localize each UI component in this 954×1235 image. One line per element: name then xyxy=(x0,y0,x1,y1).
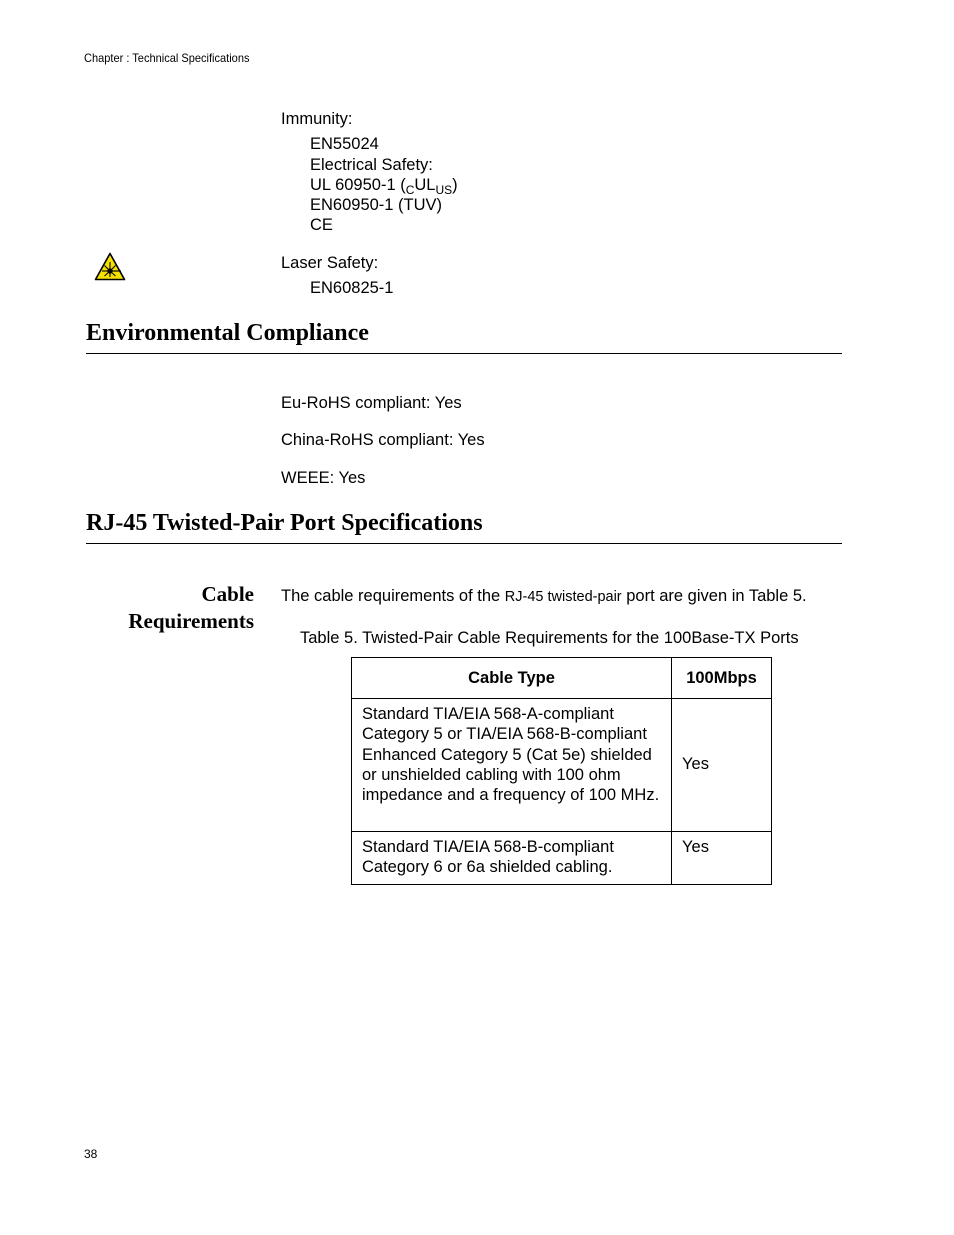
column-header-cable-type: Cable Type xyxy=(352,658,672,699)
cable-requirements-table xyxy=(351,657,772,885)
side-heading-cable: Cable xyxy=(201,582,254,606)
ul-standard: UL 60950-1 $(_CUL_{US})$ xyxy=(310,176,458,197)
en60950-standard: EN60950-1 (TUV) xyxy=(310,196,443,214)
table-row xyxy=(352,832,772,885)
weee-line: WEEE: Yes xyxy=(281,469,366,487)
laser-standard: EN60825-1 xyxy=(310,279,394,297)
table-cell-cable-type: Standard TIA/EIA 568-B-compliant Category 6 or 6a shielded cabling. xyxy=(352,832,672,885)
page-number: 38 xyxy=(84,1147,98,1161)
china-rohs-line: China-RoHS compliant: Yes xyxy=(281,431,485,449)
ce-mark: CE xyxy=(310,216,333,234)
immunity-label: Immunity: xyxy=(281,110,353,128)
running-header: Chapter : Technical Specifications xyxy=(84,51,250,65)
laser-warning-icon xyxy=(94,252,126,281)
cable-intro-paragraph: The cable requirements of the RJ-45 twisted-pair port are given in Table 5. xyxy=(281,587,807,605)
table-row xyxy=(352,699,772,832)
electrical-safety-label: Electrical Safety: xyxy=(310,156,433,174)
rj45-heading: RJ-45 Twisted-Pair Port Specifications xyxy=(86,510,483,536)
section-rule xyxy=(86,353,842,354)
side-heading-requirements: Requirements xyxy=(128,609,254,633)
environmental-heading: Environmental Compliance xyxy=(86,320,369,346)
eu-rohs-line: Eu-RoHS compliant: Yes xyxy=(281,394,462,412)
table-caption: Table 5. Twisted-Pair Cable Requirements for the 100Base-TX Ports xyxy=(300,629,799,647)
column-header-100mbps: 100Mbps xyxy=(672,658,772,699)
table-cell-100mbps: Yes xyxy=(672,699,772,832)
section-rule xyxy=(86,543,842,544)
table-header-row xyxy=(352,658,772,699)
laser-safety-label: Laser Safety: xyxy=(281,254,379,272)
table-cell-cable-type: Standard TIA/EIA 568-A-compliant Category 5 or TIA/EIA 568-B-compliant Enhanced Category 5 (Cat 5e) shielded or unshielded cabling with 100 ohm impedance and a frequency of 100 MHz. xyxy=(352,699,672,832)
table-cell-100mbps: Yes xyxy=(672,832,772,885)
immunity-standard: EN55024 xyxy=(310,135,379,153)
